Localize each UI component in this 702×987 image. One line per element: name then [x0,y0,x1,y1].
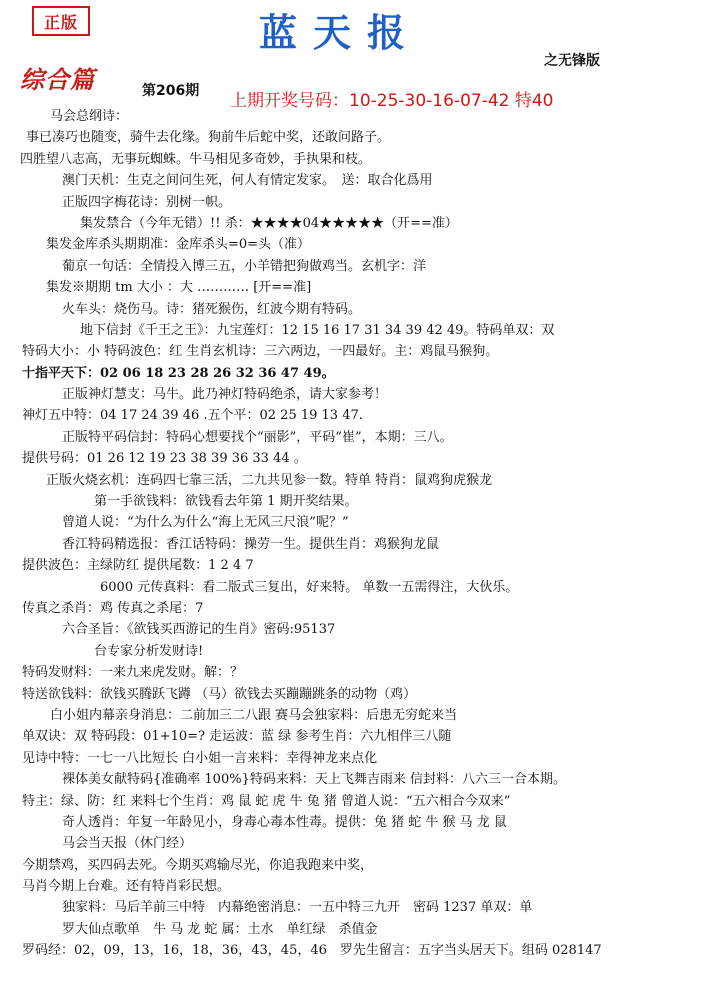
text-line: 正版火烧玄机：连码四七靠三活，二九共见参一数。特单 特肖：鼠鸡狗虎猴龙 [46,472,493,488]
text-line: 台专家分析发财诗! [94,643,204,659]
text-line: 特码大小：小 特码波色：红 生肖玄机诗：三六两边，一四最好。主：鸡鼠马猴狗。 [22,344,499,360]
text-line: 六合圣旨：《欲钱买西游记的生肖》密码:95137 [62,622,336,638]
edition-subtitle: 之无锋版 [544,53,600,69]
text-line: 地下信封《千王之王》：九宝莲灯：12 15 16 17 31 34 39 42 49。特码单双：双 [80,322,555,338]
text-line: 特送欲钱料：欲钱买腾跃飞蹲 （马）欲钱去买蹦蹦跳条的动物（鸡） [22,686,417,702]
text-line: 特码发财料：一来九来虎发财。解：？ [22,665,244,681]
text-line: 提供波色：主绿防红 提供尾数：1 2 4 7 [22,558,254,574]
text-line: 四胜望八志高，无事玩蜘蛛。牛马相见多奇妙，手执果和枝。 [20,151,372,167]
text-line: 香江特码精选报：香江话特码：操劳一生。提供生肖：鸡猴狗龙鼠 [62,536,440,552]
text-line: 正版四字梅花诗：别树一帜。 [62,194,232,210]
text-line: 6000 元传真料：看二版式三复出，好来特。 单数一五需得注，大伙乐。 [100,579,519,595]
text-line: 特主：绿、防：红 来料七个生肖：鸡 鼠 蛇 虎 牛 兔 猪 曾道人说：“五六相合今双来” [22,793,511,809]
last-draw-result: 上期开奖号码：10-25-30-16-07-42 特40 [230,91,554,111]
text-line: 集发※期期 tm 大小 ：大 ………… [开==准] [46,280,312,296]
text-line: 正版特平码信封：特码心想要找个“丽影”，平码“崔”，本期：三八。 [62,429,453,445]
text-line: 白小姐内幕亲身消息：二前加三二八跟 赛马会独家料：后患无穷蛇来当 [50,707,458,723]
text-line: 今期禁鸡，买四码去死。今期买鸡输尽光，你追我跑来中奖， [22,857,374,873]
text-line: 曾道人说：“为什么为什么“海上无风三尺浪”呢？” [62,515,349,531]
text-line: 集发金库杀头期期准：金库杀头=0=头（准） [46,237,311,253]
issue-number: 第206期 [142,83,200,99]
text-line: 提供号码：01 26 12 19 23 38 39 36 33 44 。 [22,451,307,467]
text-line: 独家料：马后羊前三中特 内幕绝密消息：一五中特三九开 密码 1237 单双：单 [62,900,533,916]
text-line: 见诗中特：一七一八比短长 白小姐一言来料：幸得神龙来点化 [22,750,378,766]
text-line: 事已凑巧也随变，骑牛去化缘。狗前牛后蛇中奖，还敢问路子。 [26,130,391,146]
genuine-stamp: 正版 [32,6,90,36]
text-line: 奇人透肖：年复一年龄见小，身毒心毒本性毒。提供：兔 猪 蛇 牛 猴 马 龙 鼠 [62,814,507,830]
text-line: 正版神灯慧支：马牛。此乃神灯特码绝杀，请大家参考！ [62,387,388,403]
text-line: 罗码经：02，09，13，16，18，36，43，45，46 罗先生留言：五字当头居天下。组码 028147 [22,943,602,959]
text-line: 传真之杀肖：鸡 传真之杀尾：7 [22,600,204,616]
text-line: 澳门天机：生克之间问生死，何人有情定发家。 送：取合化爲用 [62,173,433,189]
text-line: 马会总纲诗： [50,109,129,124]
text-line: 裸体美女献特码{准确率 100%}特码来料：天上飞舞吉雨来 信封料：八六三一合本期。 [62,772,566,788]
article-body [0,106,702,962]
section-heading: 综合篇 [20,65,95,94]
text-line: 第一手欲钱料：欲钱看去年第 1 期开奖结果。 [94,494,358,510]
text-line: 集发禁合（今年无错）!! 杀：★★★★04★★★★★（开==准） [80,215,458,231]
newspaper-title: 蓝天报 [258,10,421,55]
text-line: 罗大仙点歌单 牛 马 龙 蛇 属：土水 单红绿 杀值金 [62,921,378,937]
text-line: 火车头：烧伤马。诗：猪死猴伤，红波今期有特码。 [62,301,362,317]
text-line: 马肖今期上台难。还有特肖彩民想。 [22,879,231,895]
text-line: 十指平天下：02 06 18 23 28 26 32 36 47 49。 [22,365,335,381]
text-line: 马会当天报（休门经） [62,836,193,852]
text-line: 神灯五中特：04 17 24 39 46 .五个平：02 25 19 13 47. [22,408,363,424]
text-line: 单双诀：双 特码段：01+10=? 走运波：蓝 绿 参考生肖：六九相伴三八随 [22,729,452,745]
text-line: 葡京一句话：全情投入博三五，小羊错把狗做鸡当。玄机字：洋 [62,258,427,274]
